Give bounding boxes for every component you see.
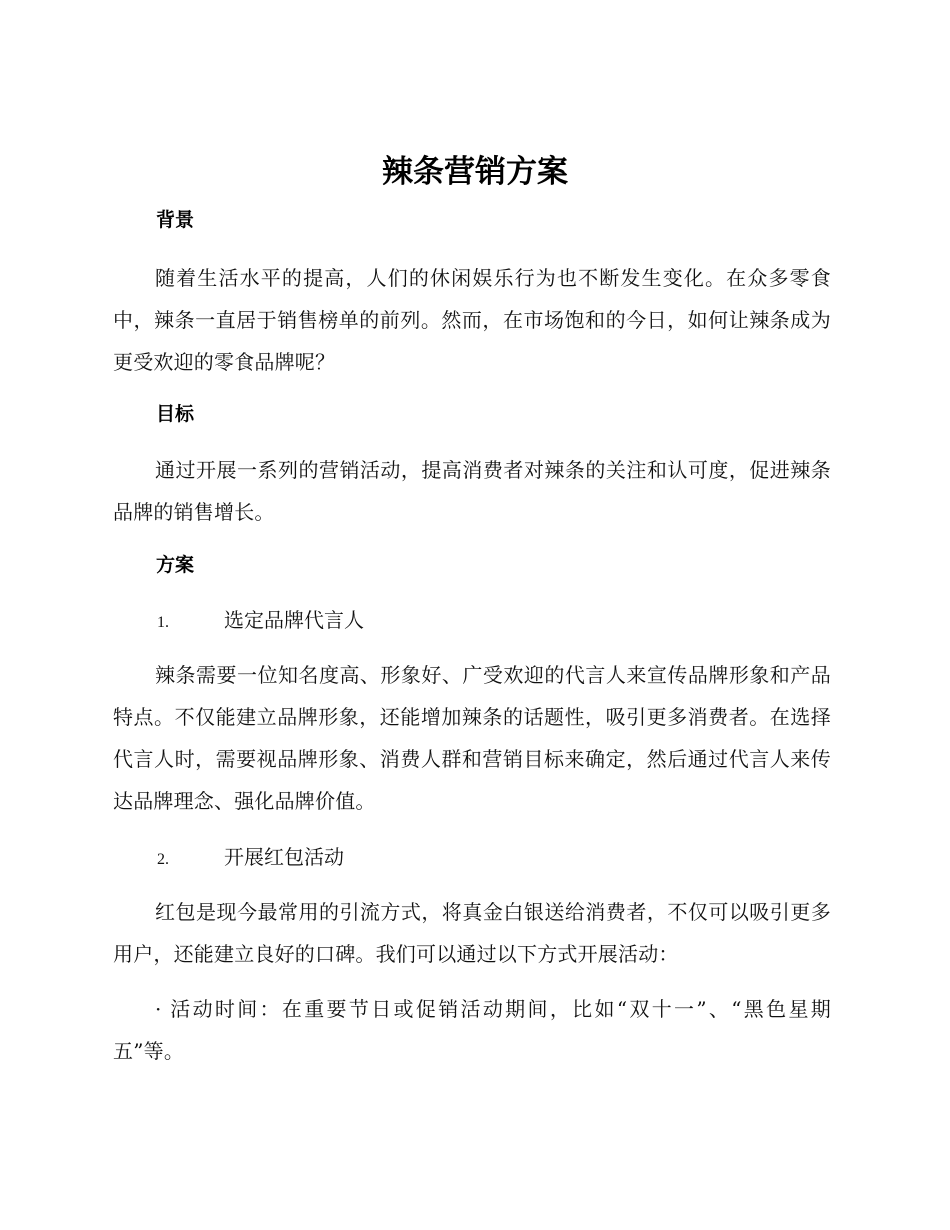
section-heading-goal: 目标 xyxy=(156,403,195,425)
goal-paragraph: 通过开展一系列的营销活动，提高消费者对辣条的关注和认可度，促进辣条品牌的销售增长。 xyxy=(113,458,831,524)
section-heading-plan: 方案 xyxy=(156,554,195,576)
plan-item-2-paragraph: 红包是现今最常用的引流方式，将真金白银送给消费者，不仅可以吸引更多用户，还能建立良好的口碑。我们可以通过以下方式开展活动： xyxy=(113,900,831,966)
plan-item-2-number: 2. xyxy=(157,851,169,868)
plan-item-2-title: 开展红包活动 xyxy=(224,845,344,869)
document-title: 辣条营销方案 xyxy=(382,154,568,190)
plan-item-2-heading xyxy=(157,843,344,874)
plan-item-2-bullet: · 活动时间：在重要节日或促销活动期间，比如“双十一”、“黑色星期五”等。 xyxy=(113,997,831,1063)
plan-item-1-heading xyxy=(157,606,364,637)
background-paragraph: 随着生活水平的提高，人们的休闲娱乐行为也不断发生变化。在众多零食中，辣条一直居于销售榜单的前列。然而，在市场饱和的今日，如何让辣条成为更受欢迎的零食品牌呢？ xyxy=(113,266,831,374)
plan-item-1-paragraph: 辣条需要一位知名度高、形象好、广受欢迎的代言人来宣传品牌形象和产品特点。不仅能建立品牌形象，还能增加辣条的话题性，吸引更多消费者。在选择代言人时，需要视品牌形象、消费人群和营销目标来确定，然后通过代言人来传达品牌理念、强化品牌价值。 xyxy=(113,663,831,813)
plan-item-1-title: 选定品牌代言人 xyxy=(224,608,364,632)
section-heading-background: 背景 xyxy=(156,209,195,231)
plan-item-1-number: 1. xyxy=(157,614,169,631)
